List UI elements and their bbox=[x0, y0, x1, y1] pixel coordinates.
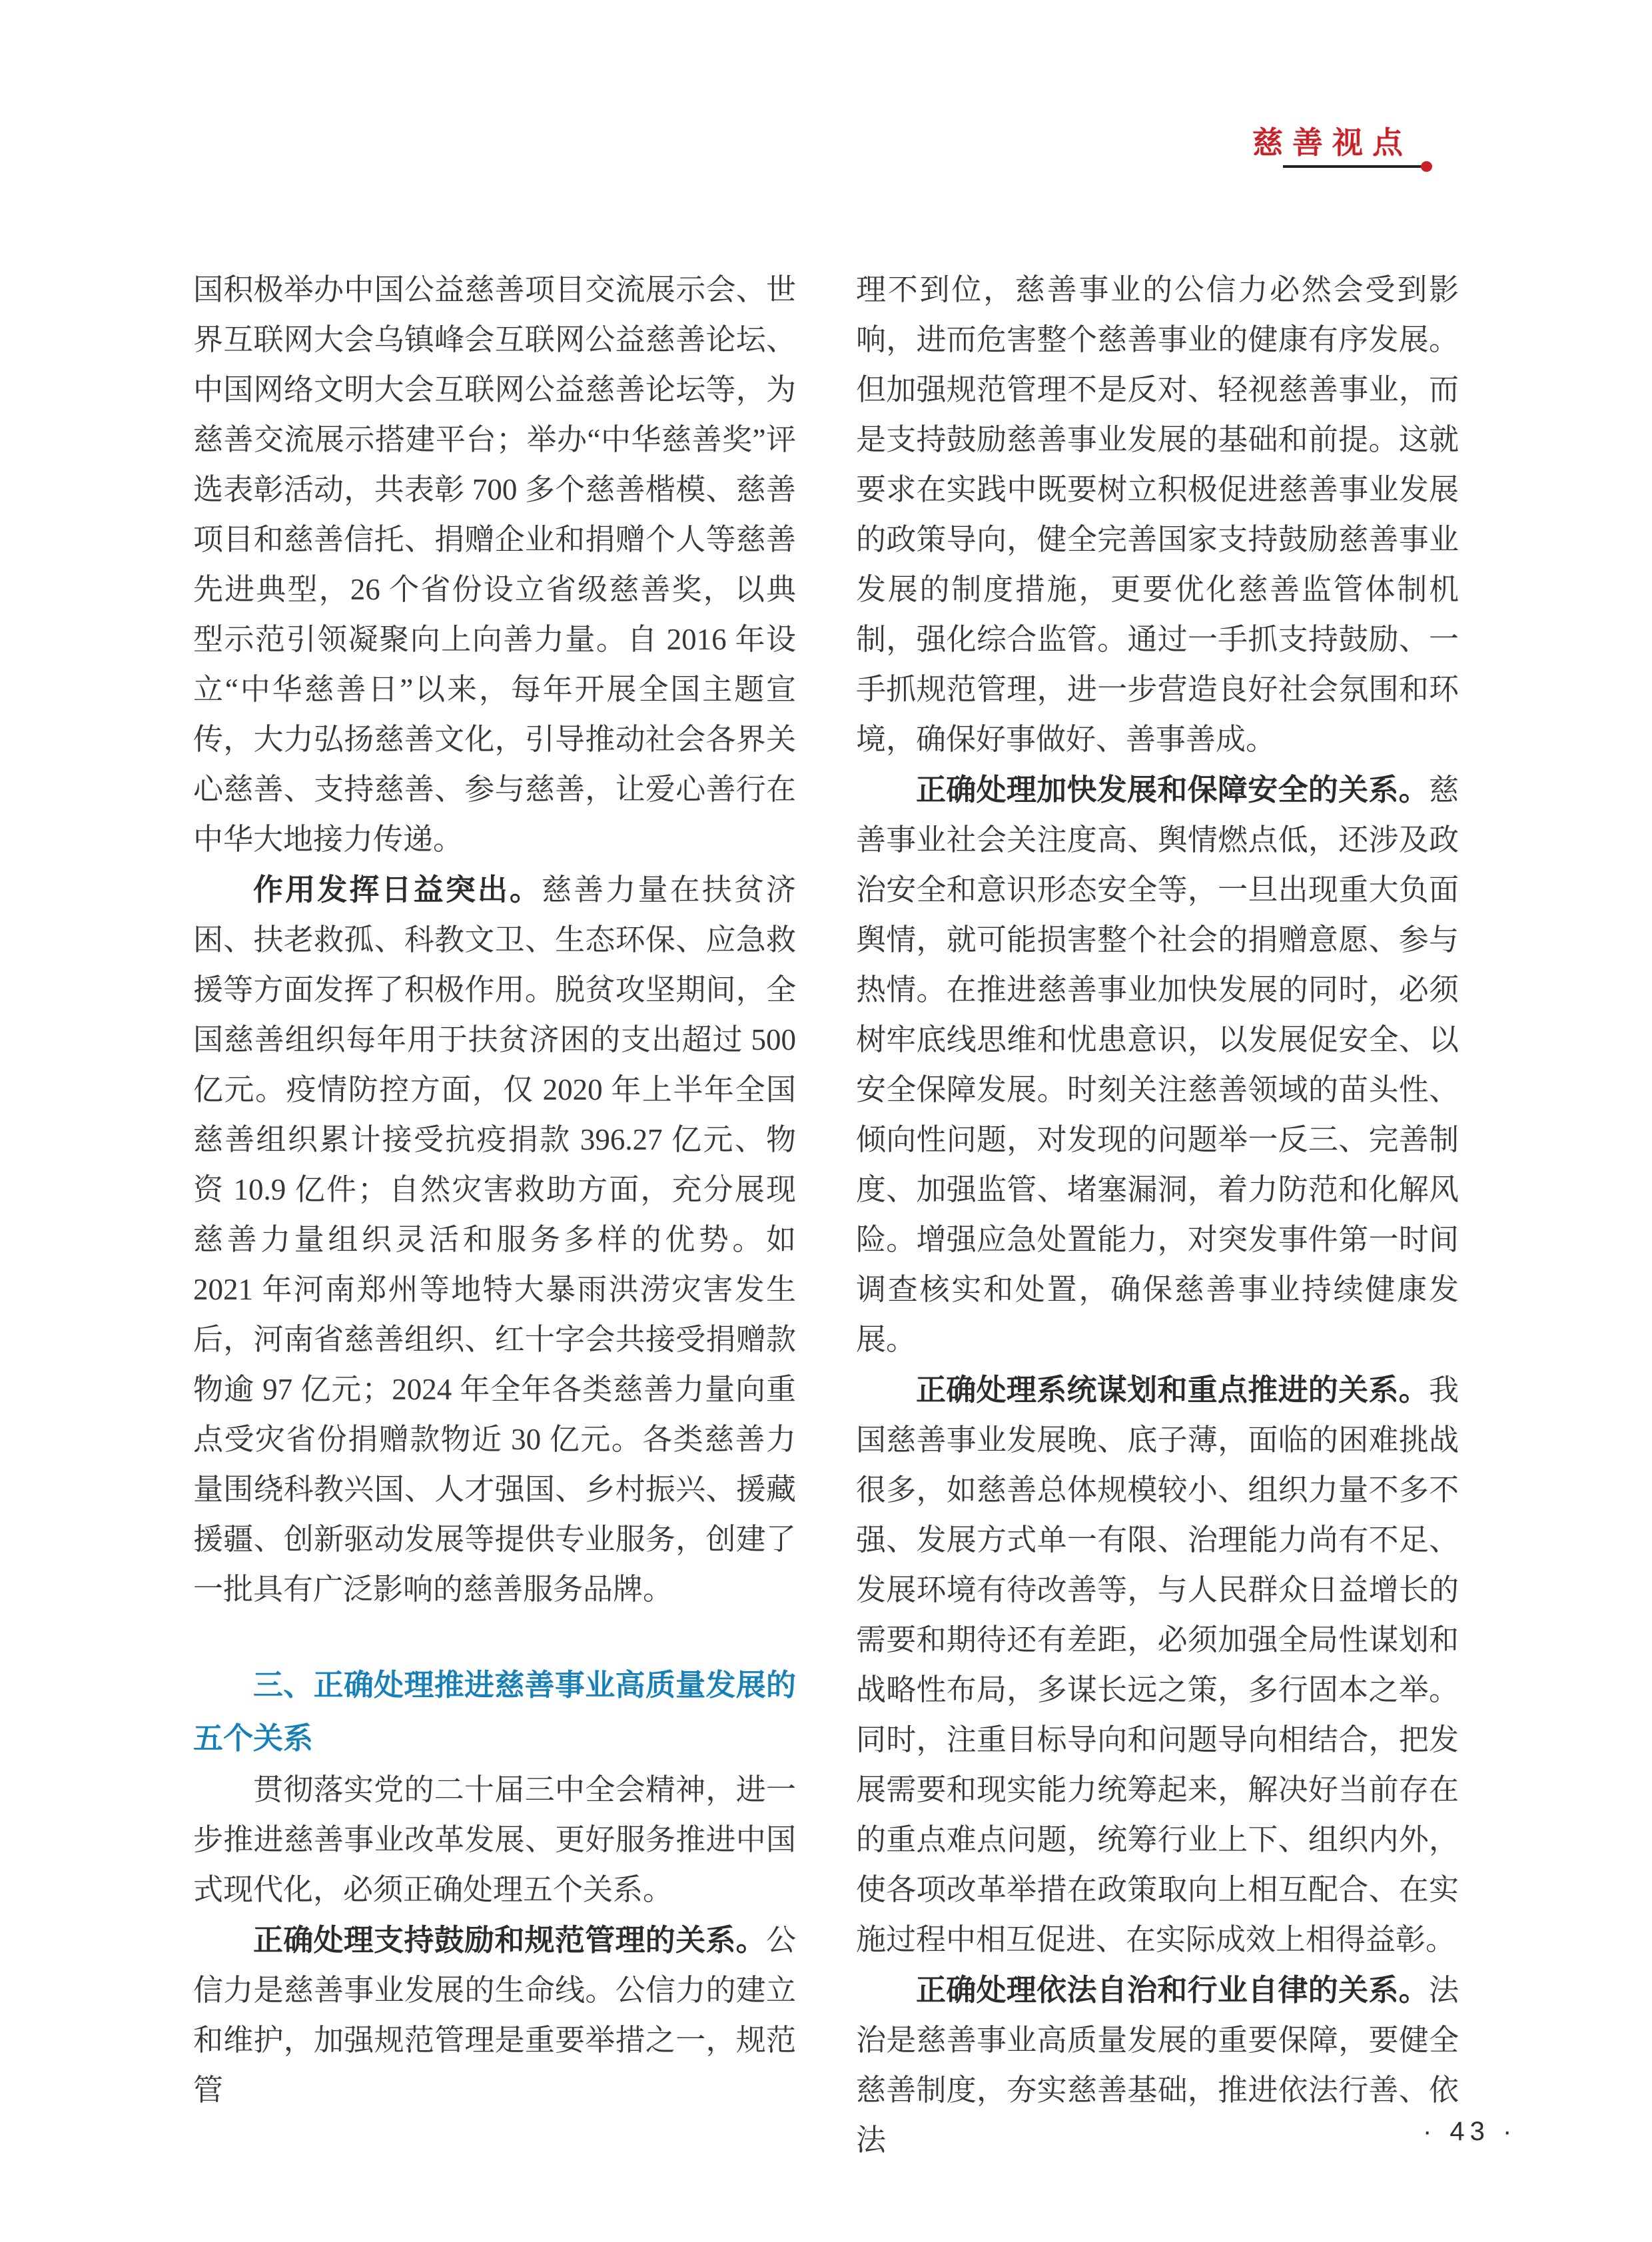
paragraph bbox=[856, 765, 1459, 1365]
paragraph bbox=[856, 1365, 1459, 1965]
red-dot-icon bbox=[1421, 161, 1432, 172]
page-number: · 43 · bbox=[1423, 2117, 1517, 2146]
paragraph-lead: 作用发挥日益突出。 bbox=[253, 873, 542, 907]
section-heading: 三、正确处理推进慈善事业高质量发展的五个关系 bbox=[193, 1668, 796, 1755]
paragraph-lead: 正确处理系统谋划和重点推进的关系。 bbox=[916, 1373, 1429, 1407]
paragraph-continuation: 理不到位，慈善事业的公信力必然会受到影响，进而危害整个慈善事业的健康有序发展。但加强规范管理不是反对、轻视慈善事业，而是支持鼓励慈善事业发展的基础和前提。这就要求在实践中既要树立积极促进慈善事业发展的政策导向，健全完善国家支持鼓励慈善事业发展的制度措施，更要优化慈善监管体制机制，强化综合监管。通过一手抓支持鼓励、一手抓规范管理，进一步营造良好社会氛围和环境，确保好事做好、善事善成。 bbox=[856, 273, 1459, 756]
paragraph bbox=[193, 865, 796, 1615]
paragraph-text: 慈善事业社会关注度高、舆情燃点低，还涉及政治安全和意识形态安全等，一旦出现重大负面舆情，就可能损害整个社会的捐赠意愿、参与热情。在推进慈善事业加快发展的同时，必须树牢底线思维和忧患意识，以发展促安全、以安全保障发展。时刻关注慈善领域的苗头性、倾向性问题，对发现的问题举一反三、完善制度、加强监管、堵塞漏洞，着力防范和化解风险。增强应急处置能力，对突发事件第一时间调查核实和处置，确保慈善事业持续健康发展。 bbox=[856, 773, 1459, 1356]
paragraph bbox=[856, 1965, 1459, 2165]
paragraph-lead: 正确处理加快发展和保障安全的关系。 bbox=[916, 773, 1429, 807]
paragraph bbox=[193, 1915, 796, 2115]
paragraph: 贯彻落实党的二十届三中全会精神，进一步推进慈善事业改革发展、更好服务推进中国式现代化，必须正确处理五个关系。 bbox=[193, 1773, 796, 1906]
paragraph-lead: 正确处理依法自治和行业自律的关系。 bbox=[916, 1973, 1429, 2007]
paragraph-text: 公信力是慈善事业发展的生命线。公信力的建立和维护，加强规范管理是重要举措之一，规范管 bbox=[193, 1924, 796, 2107]
paragraph-lead: 正确处理支持鼓励和规范管理的关系。 bbox=[253, 1923, 766, 1957]
paragraph-text: 慈善力量在扶贫济困、扶老救孤、科教文卫、生态环保、应急救援等方面发挥了积极作用。脱贫攻坚期间，全国慈善组织每年用于扶贫济困的支出超过 500 亿元。疫情防控方面，仅 2020 年上半年全国慈善组织累计接受抗疫捐款 396.27 亿元、物资 10.9 亿件；自然灾害救助方面，充分展现慈善力量组织灵活和服务多样的优势。如 2021 年河南郑州等地特大暴雨洪涝灾害发生后，河南省慈善组织、红十字会共接受捐赠款物逾 97 亿元；2024 年全年各类慈善力量向重点受灾省份捐赠款物近 30 亿元。各类慈善力量围绕科教兴国、人才强国、乡村振兴、援藏援疆、创新驱动发展等提供专业服务，创建了一批具有广泛影响的慈善服务品牌。 bbox=[193, 873, 796, 1606]
section-label: 慈善视点 bbox=[1252, 126, 1412, 160]
paragraph-continuation: 国积极举办中国公益慈善项目交流展示会、世界互联网大会乌镇峰会互联网公益慈善论坛、中国网络文明大会互联网公益慈善论坛等，为慈善交流展示搭建平台；举办“中华慈善奖”评选表彰活动，共表彰 700 多个慈善楷模、慈善项目和慈善信托、捐赠企业和捐赠个人等慈善先进典型，26 个省份设立省级慈善奖，以典型示范引领凝聚向上向善力量。自 2016 年设立“中华慈善日”以来，每年开展全国主题宣传，大力弘扬慈善文化，引导推动社会各界关心慈善、支持慈善、参与慈善，让爱心善行在中华大地接力传递。 bbox=[193, 273, 796, 856]
left-column bbox=[193, 265, 796, 2115]
paragraph-text: 我国慈善事业发展晚、底子薄，面临的困难挑战很多，如慈善总体规模较小、组织力量不多不强、发展方式单一有限、治理能力尚有不足、发展环境有待改善等，与人民群众日益增长的需要和期待还有差距，必须加强全局性谋划和战略性布局，多谋长远之策，多行固本之举。同时，注重目标导向和问题导向相结合，把发展需要和现实能力统筹起来，解决好当前存在的重点难点问题，统筹行业上下、组织内外，使各项改革举措在政策取向上相互配合、在实施过程中相互促进、在实际成效上相得益彰。 bbox=[856, 1373, 1459, 1956]
page-header bbox=[0, 0, 1652, 200]
header-rule bbox=[1283, 165, 1422, 168]
right-column bbox=[856, 265, 1459, 2165]
paragraph-text: 法治是慈善事业高质量发展的重要保障，要健全慈善制度，夯实慈善基础，推进依法行善、依法 bbox=[856, 1974, 1459, 2157]
